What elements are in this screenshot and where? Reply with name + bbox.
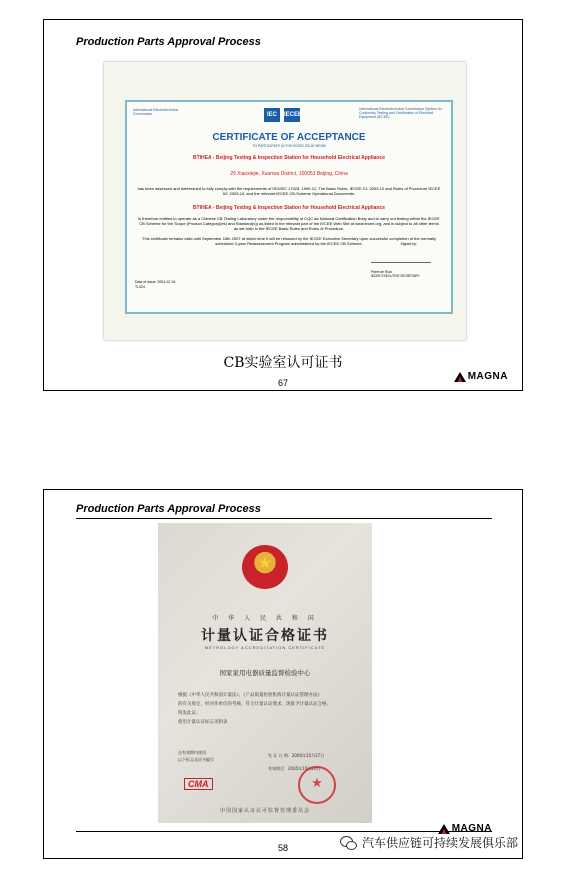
magna-logo-text: MAGNA <box>451 823 492 834</box>
issuing-authority: 中国国家认证认可监督管理委员会 <box>219 808 310 814</box>
header-rule <box>76 518 492 519</box>
magna-logo-icon <box>454 372 466 382</box>
slide-67 <box>43 19 523 391</box>
issue-block <box>135 280 175 290</box>
left-org-text: International Electrotechnical Commission <box>133 108 178 116</box>
page-number: 58 <box>277 843 288 853</box>
certificate-frame <box>125 100 453 314</box>
certificate-title: CERTIFICATE OF ACCEPTANCE <box>212 132 366 143</box>
slide-header: Production Parts Approval Process <box>76 36 261 48</box>
wechat-icon <box>340 836 358 850</box>
signer-block <box>371 270 431 278</box>
issue-date: 发 证 日 期：2000年10月27日 <box>268 753 325 758</box>
magna-logo-icon <box>438 824 450 834</box>
body-line-4: 使用计量认证标志见附表 <box>178 720 228 725</box>
org-name: BTIHEA - Beijing Testing & Inspection Station for Household Electrical Appliance <box>192 155 386 161</box>
usage-line-1: 在有效期内使用 <box>178 750 206 755</box>
national-emblem-icon <box>242 545 288 589</box>
body-line-1: 根据《中华人民共和国计量法》、《产品质量检验机构计量认证管理办法》 <box>178 693 322 698</box>
iec-logo-icon: IEC <box>264 108 280 122</box>
paragraph-2: is therefore entitled to operate as a Chinese CB Testing Laboratory under the responsibility of CQC as National Certification Body and to carry out testing within the IECEE CB Scheme for the Scope (Product Category(ies) and Standard(s)) as listed in the relevant part of the IECEE Web Site at www.iecee.org, and is subject to all other terms as set forth in the IECEE Basic Rules and Rules of Procedure. <box>138 216 440 231</box>
metrology-certificate-photo <box>158 523 372 823</box>
certificate-subtitle: TO PARTICIPATE IN THE IECEE CB-SCHEME <box>252 144 326 148</box>
org-name-2: BTIHEA - Beijing Testing & Inspection Station for Household Electrical Appliance <box>192 205 386 211</box>
country-name: 中 华 人 民 共 和 国 <box>212 615 318 622</box>
slide-header: Production Parts Approval Process <box>76 503 261 515</box>
body-line-3: 特发此证。 <box>178 711 201 716</box>
signer-name: Pierre de Ruvo <box>371 270 393 274</box>
paragraph-3: This certificate remains valid until September 16th 2007 at which time it will be reissued by the IECEE Executive Secretary upon successful completion of the normally scheduled 3-year Reassessment Program administered by the IECEE CB Scheme. <box>142 236 436 246</box>
certificate-title: 计量认证合格证书 <box>201 628 329 644</box>
date-of-issue: Date of issue: 2004-12-16 <box>135 280 176 284</box>
slide-caption: CB实验室认可证书 <box>223 355 343 371</box>
valid-date: 有效期至：2005年10月26日 <box>268 766 321 771</box>
magna-logo <box>454 371 508 382</box>
body-line-2: 的有关规定，经对你单位的考核，符合计量认证要求，现准予计量认证合格， <box>178 702 331 707</box>
usage-note <box>178 749 214 763</box>
magna-logo <box>438 823 492 834</box>
page-number: 67 <box>277 378 288 388</box>
cb-certificate-image <box>104 62 466 340</box>
cma-mark: CMA <box>184 778 213 790</box>
official-seal-icon <box>298 766 336 804</box>
signature <box>371 252 431 263</box>
usage-line-2: 以下标志及证书编号 <box>178 757 214 762</box>
magna-logo-text: MAGNA <box>467 371 508 382</box>
iecee-logo-icon: IECEE <box>284 108 300 122</box>
certificate-ref: TL024 <box>135 285 145 289</box>
footer-rule <box>76 831 492 832</box>
signer-title: IECEE EXECUTIVE SECRETARY <box>371 274 420 278</box>
certificate-body <box>178 691 356 727</box>
certificate-org: 国家家用电器质量监督检验中心 <box>219 669 311 677</box>
signed-by-label: Signed by: <box>400 242 417 246</box>
slide-58 <box>43 489 523 859</box>
watermark-text: 汽车供应链可持续发展俱乐部 <box>362 836 519 850</box>
certificate-title-en: METROLOGY ACCREDITATION CERTIFICATE <box>204 645 326 650</box>
org-address: 29 Xiaoxiejie, Xuanwu District, 100053 Beijing, China <box>230 171 348 177</box>
right-org-text: International Electrotechnical Commission System for Conformity Testing and Certification of Electrical Equipment (IECEE) <box>359 107 442 119</box>
paragraph-1: has been assessed and determined to fully comply with the requirements of ISO/IEC 17025: 1999-12, The Basic Rules, IECEE 01: 2003-10 and Rules of Procedure IECEE 02: 2003-10, and the relevant IECEE CB-Scheme Operational Documents. <box>137 186 441 196</box>
watermark <box>340 834 518 851</box>
